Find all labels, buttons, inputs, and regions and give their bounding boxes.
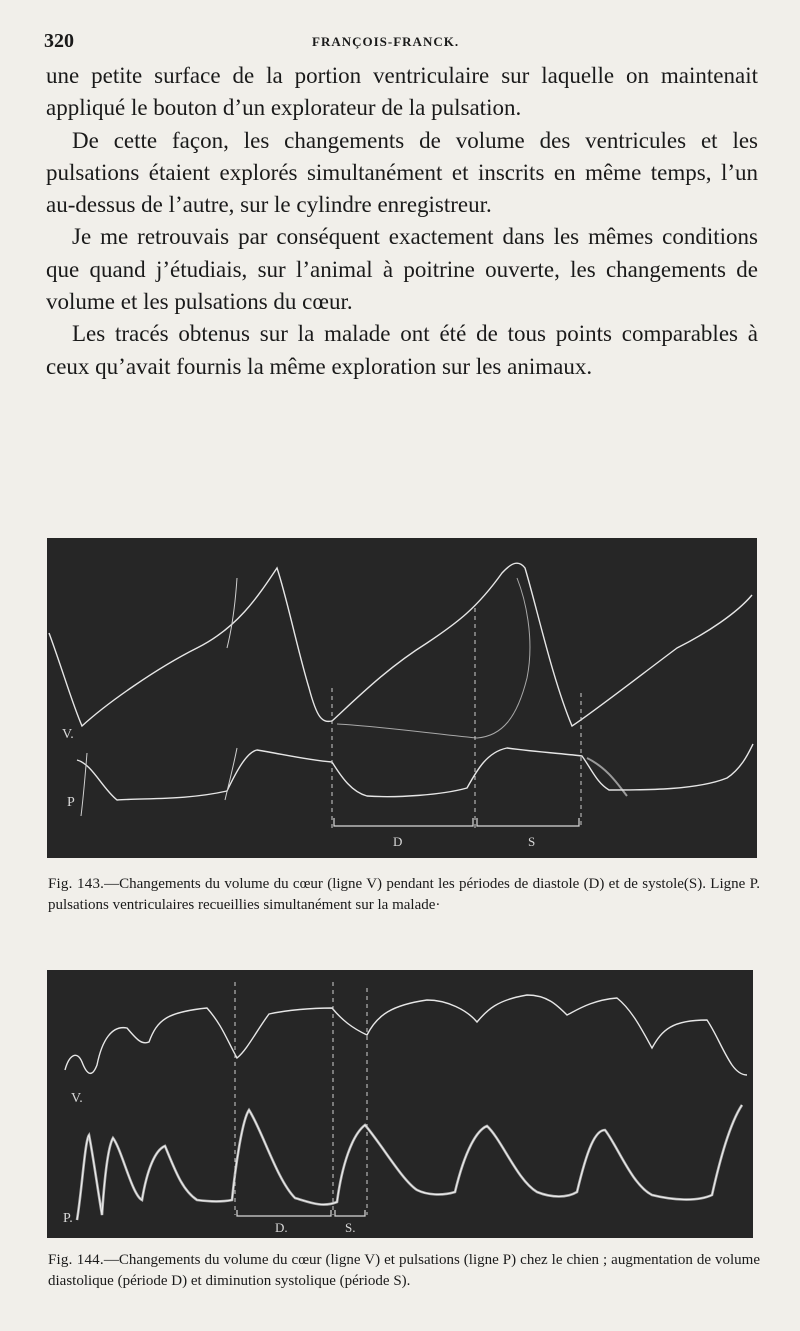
trace-p bbox=[77, 1105, 742, 1220]
figure-label: Fig. 144. bbox=[48, 1252, 104, 1268]
trace-p-aux bbox=[77, 1105, 742, 1220]
figure-144-caption bbox=[48, 1250, 760, 1292]
trace-v bbox=[65, 995, 747, 1075]
brace-s bbox=[477, 818, 579, 826]
paragraph: De cette façon, les changements de volume des ventricules et les pulsations étaient explorés simultanément et inscrits en même temps, l’un au-dessus de l’autre, sur le cylindre enregistreur. bbox=[46, 127, 758, 218]
label-p: P bbox=[67, 795, 75, 810]
paragraph: Les tracés obtenus sur la malade ont été de tous points comparables à ceux qu’avait fournis la même exploration sur les animaux. bbox=[46, 321, 758, 379]
paragraph: Je me retrouvais par conséquent exactement dans les mêmes conditions que quand j’étudiais, sur l’animal à poitrine ouverte, les changements de volume et les pulsations du cœur. bbox=[46, 224, 758, 315]
label-p: P. bbox=[63, 1211, 73, 1226]
page-number: 320 bbox=[44, 30, 74, 52]
brace-s bbox=[335, 1210, 365, 1216]
trace-p bbox=[77, 744, 753, 800]
body-text bbox=[46, 60, 758, 383]
caption-text: —Changements du volume du cœur (ligne V) pendant les périodes de diastole (D) et de systole(S). Ligne P. pulsations ventriculaires recueillies simultanément sur la malade· bbox=[48, 876, 761, 913]
label-v: V. bbox=[62, 727, 74, 742]
figure-label: Fig. 143. bbox=[48, 876, 105, 892]
figure-144-svg bbox=[47, 970, 753, 1238]
trace-v bbox=[49, 563, 752, 726]
label-s: S. bbox=[345, 1220, 356, 1235]
trace-v-aux bbox=[227, 578, 237, 648]
figure-143-svg bbox=[47, 538, 757, 858]
label-d: D bbox=[393, 834, 403, 849]
brace-d bbox=[237, 1210, 331, 1216]
paragraph: une petite surface de la portion ventriculaire sur laquelle on maintenait appliqué le bouton d’un explorateur de la pulsation. bbox=[46, 63, 758, 121]
trace-v-aux bbox=[337, 578, 530, 738]
label-s: S bbox=[528, 834, 536, 849]
caption-text: —Changements du volume du cœur (ligne V) et pulsations (ligne P) chez le chien ; augmentation de volume diastolique (période D) et diminution systolique (période S). bbox=[48, 1252, 760, 1289]
brace-d bbox=[334, 818, 473, 826]
running-head: FRANÇOIS-FRANCK. bbox=[312, 34, 460, 49]
page-header bbox=[44, 30, 756, 54]
label-d: D. bbox=[275, 1220, 288, 1235]
figure-143-tracing bbox=[47, 538, 757, 858]
figure-143-caption bbox=[48, 874, 760, 916]
figure-144-tracing bbox=[47, 970, 753, 1238]
label-v: V. bbox=[71, 1091, 83, 1106]
